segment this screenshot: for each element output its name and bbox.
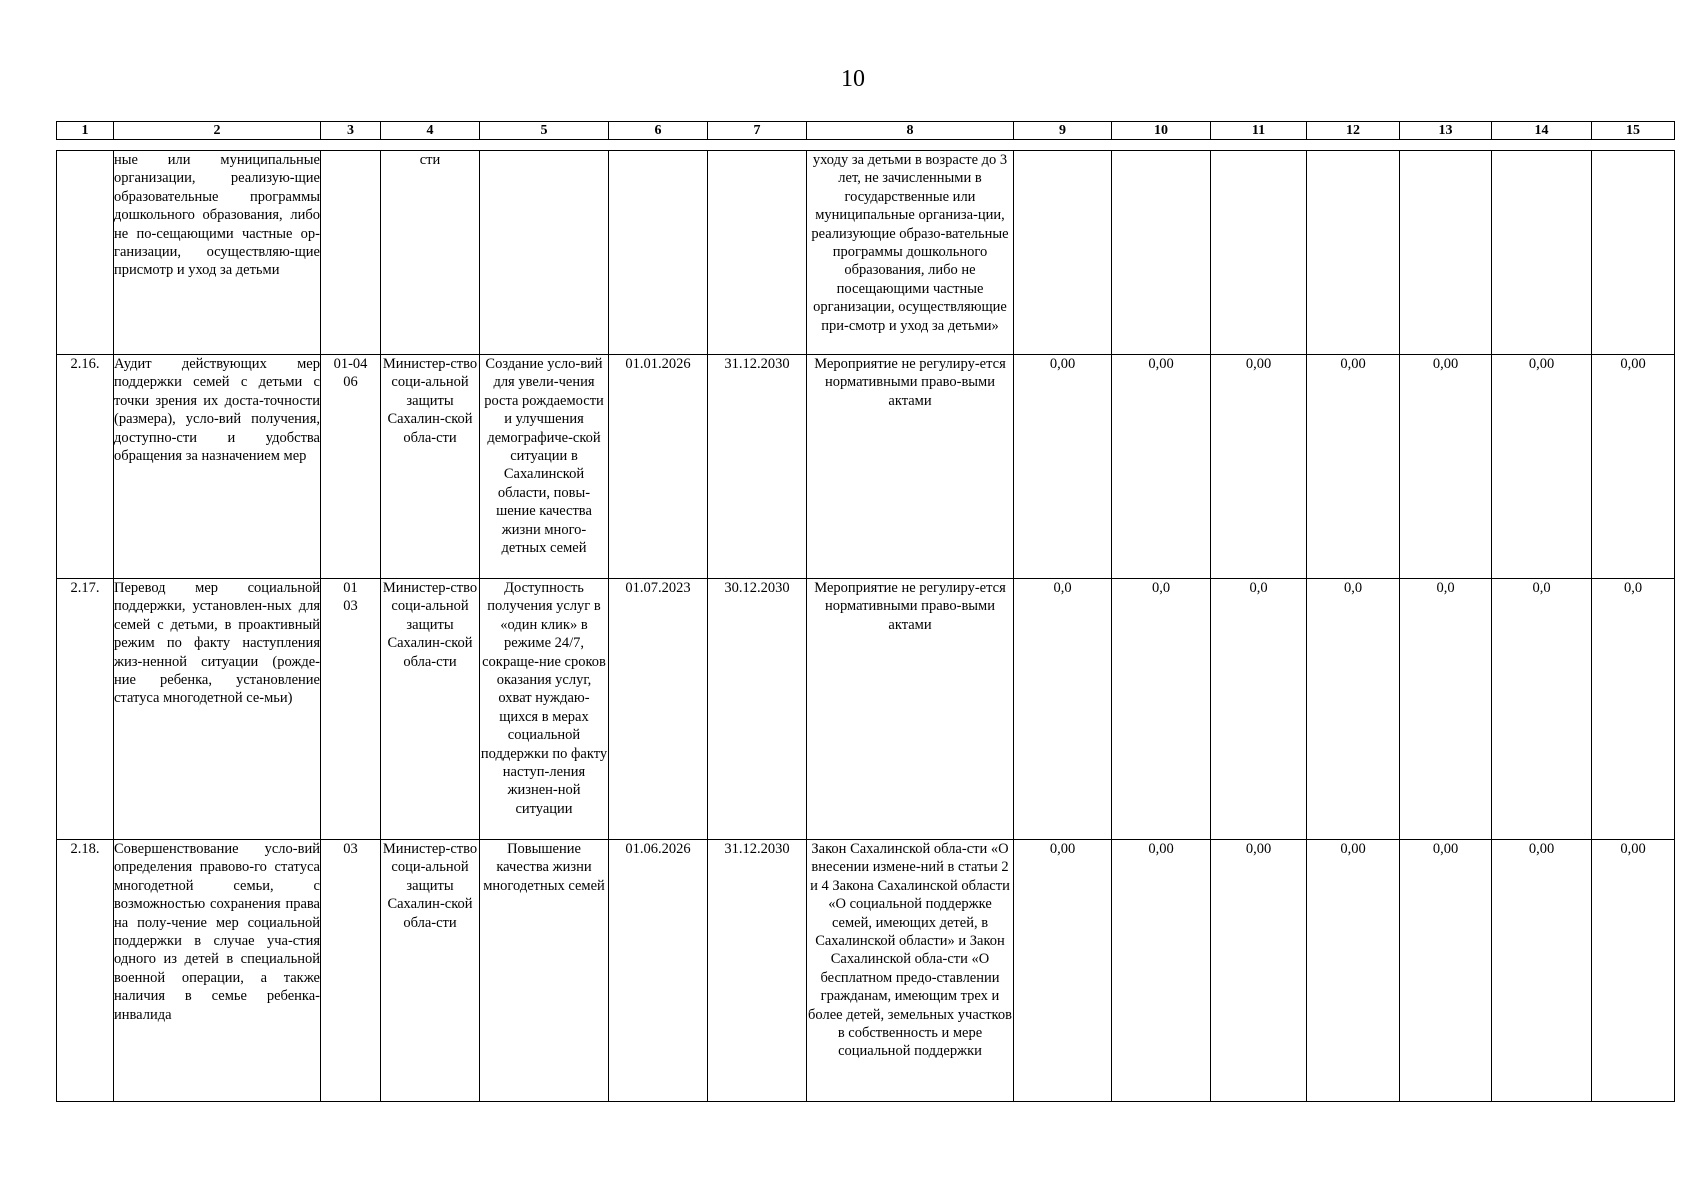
column-header: 13	[1400, 122, 1492, 140]
table-row	[57, 151, 1675, 355]
end-date: 31.12.2030	[708, 355, 807, 579]
value-col-14: 0,0	[1492, 579, 1592, 840]
program-table	[56, 121, 1675, 1102]
row-number: 2.18.	[57, 840, 114, 1102]
start-date: 01.07.2023	[609, 579, 708, 840]
expected-result: Повышение качества жизни многодетных семей	[480, 840, 609, 1102]
table-row	[57, 579, 1675, 840]
legal-act: Закон Сахалинской обла-сти «О внесении измене-ний в статьи 2 и 4 Закона Сахалинской области «О социальной поддержке семей, имеющих детей, в Сахалинской области» и Закон Сахалинской обла-сти «О бесплатном предо-ставлении гражданам, имеющим трех и более детей, земельных участков в собственность и мере социальной поддержки	[807, 840, 1014, 1102]
value-col-14: 0,00	[1492, 840, 1592, 1102]
value-col-15: 0,00	[1592, 840, 1675, 1102]
value-col-15: 0,00	[1592, 355, 1675, 579]
value-col-11	[1211, 151, 1307, 355]
expected-result: Создание усло-вий для увели-чения роста рождаемости и улучшения демографиче-ской ситуации в Сахалинской области, повы-шение качества жизни много-детных семей	[480, 355, 609, 579]
column-header: 10	[1112, 122, 1211, 140]
column-header: 8	[807, 122, 1014, 140]
column-header: 12	[1307, 122, 1400, 140]
legal-act: Мероприятие не регулиру-ется нормативными право-выми актами	[807, 579, 1014, 840]
expected-result	[480, 151, 609, 355]
row-number	[57, 151, 114, 355]
column-header: 2	[114, 122, 321, 140]
column-number-row	[57, 122, 1675, 140]
expected-result: Доступность получения услуг в «один клик» в режиме 24/7, сокраще-ние сроков оказания услуг, охват нуждаю-щихся в мерах социальной поддержки по факту наступ-ления жизнен-ной ситуации	[480, 579, 609, 840]
end-date: 31.12.2030	[708, 840, 807, 1102]
value-col-9: 0,00	[1014, 355, 1112, 579]
budget-code: 01-04 06	[321, 355, 381, 579]
column-header: 1	[57, 122, 114, 140]
legal-act: уходу за детьми в возрасте до 3 лет, не зачисленными в государственные или муниципальные организа-ции, реализующие образо-вательные программы дошкольного образования, либо не посещающими частные организации, осуществляющие при-смотр и уход за детьми»	[807, 151, 1014, 355]
value-col-11: 0,00	[1211, 355, 1307, 579]
value-col-10: 0,00	[1112, 355, 1211, 579]
start-date: 01.01.2026	[609, 355, 708, 579]
page-number: 10	[841, 66, 865, 92]
measure-name: Аудит действующих мер поддержки семей с детьми с точки зрения их доста-точности (размера), усло-вий получения, доступно-сти и удобства обращения за назначением мер	[114, 355, 321, 579]
executor: Министер-ство соци-альной защиты Сахалин-ской обла-сти	[381, 840, 480, 1102]
value-col-13: 0,0	[1400, 579, 1492, 840]
value-col-9	[1014, 151, 1112, 355]
column-header: 9	[1014, 122, 1112, 140]
value-col-12: 0,0	[1307, 579, 1400, 840]
end-date	[708, 151, 807, 355]
value-col-9: 0,0	[1014, 579, 1112, 840]
row-number: 2.17.	[57, 579, 114, 840]
executor: Министер-ство соци-альной защиты Сахалин-ской обла-сти	[381, 579, 480, 840]
header-gap	[57, 140, 1675, 151]
value-col-15	[1592, 151, 1675, 355]
value-col-13	[1400, 151, 1492, 355]
table-row	[57, 840, 1675, 1102]
legal-act: Мероприятие не регулиру-ется нормативными право-выми актами	[807, 355, 1014, 579]
column-header: 11	[1211, 122, 1307, 140]
value-col-14	[1492, 151, 1592, 355]
executor: сти	[381, 151, 480, 355]
row-number: 2.16.	[57, 355, 114, 579]
budget-code: 01 03	[321, 579, 381, 840]
value-col-13: 0,00	[1400, 355, 1492, 579]
value-col-15: 0,0	[1592, 579, 1675, 840]
value-col-11: 0,0	[1211, 579, 1307, 840]
budget-code: 03	[321, 840, 381, 1102]
value-col-12	[1307, 151, 1400, 355]
value-col-12: 0,00	[1307, 840, 1400, 1102]
start-date	[609, 151, 708, 355]
end-date: 30.12.2030	[708, 579, 807, 840]
value-col-12: 0,00	[1307, 355, 1400, 579]
budget-code	[321, 151, 381, 355]
value-col-13: 0,00	[1400, 840, 1492, 1102]
column-header: 5	[480, 122, 609, 140]
value-col-10: 0,0	[1112, 579, 1211, 840]
table-row	[57, 355, 1675, 579]
column-header: 15	[1592, 122, 1675, 140]
column-header: 4	[381, 122, 480, 140]
column-header: 3	[321, 122, 381, 140]
column-header: 14	[1492, 122, 1592, 140]
column-header: 7	[708, 122, 807, 140]
start-date: 01.06.2026	[609, 840, 708, 1102]
measure-name: Перевод мер социальной поддержки, установлен-ных для семей с детьми, в проактивный режим по факту наступления жиз-ненной ситуации (рожде-ние ребенка, установление статуса многодетной се-мьи)	[114, 579, 321, 840]
value-col-14: 0,00	[1492, 355, 1592, 579]
measure-name: ные или муниципальные организации, реализую-щие образовательные программы дошкольного образования, либо не по-сещающими частные ор-ганизации, осуществляю-щие присмотр и уход за детьми	[114, 151, 321, 355]
column-header: 6	[609, 122, 708, 140]
value-col-10	[1112, 151, 1211, 355]
value-col-9: 0,00	[1014, 840, 1112, 1102]
executor: Министер-ство соци-альной защиты Сахалин-ской обла-сти	[381, 355, 480, 579]
value-col-11: 0,00	[1211, 840, 1307, 1102]
measure-name: Совершенствование усло-вий определения правово-го статуса многодетной семьи, с возможностью сохранения права на полу-чение мер социальной поддержки в случае уча-стия одного из детей в специальной военной операции, а также наличия в семье ребенка-инвалида	[114, 840, 321, 1102]
value-col-10: 0,00	[1112, 840, 1211, 1102]
